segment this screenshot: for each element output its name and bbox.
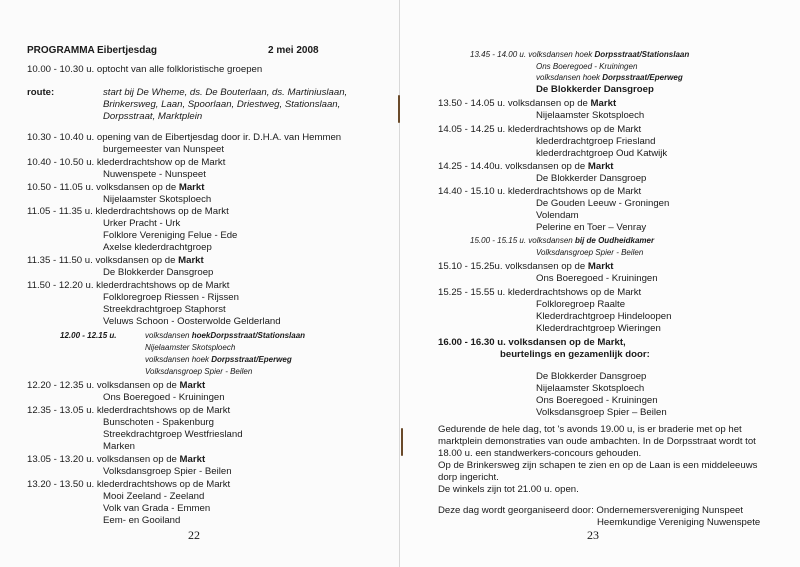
- left-schedule-line: start bij De Wheme, ds. De Bouterlaan, ds. Martiniuslaan,: [103, 87, 348, 98]
- left-schedule-line: Volksdansgroep Spier - Beilen: [145, 367, 253, 376]
- left-schedule-line: 10.00 - 10.30 u. optocht van alle folkloristische groepen: [27, 64, 263, 75]
- right-schedule-line: Ons Boeregoed - Kruiningen: [536, 62, 638, 71]
- left-schedule-line: Folkloregroep Riessen - Rijssen: [103, 292, 239, 303]
- staple-mark-bottom: [401, 428, 403, 456]
- right-schedule-line: [536, 72, 683, 84]
- left-schedule-line: Volk van Grada - Emmen: [103, 503, 211, 514]
- left-schedule-line: De Blokkerder Dansgroep: [103, 267, 214, 278]
- left-schedule-line: Axelse klederdrachtgroep: [103, 242, 212, 253]
- right-schedule-line: [438, 98, 616, 110]
- right-schedule-line: 15.25 - 15.55 u. klederdrachtshows op de Markt: [438, 287, 642, 298]
- right-schedule-line: De Blokkerder Dansgroep: [536, 371, 647, 382]
- left-schedule-line-text: 11.35 - 11.50 u. volksdansen op de: [27, 255, 179, 266]
- right-schedule-line: beurtelings en gezamenlijk door:: [500, 349, 650, 360]
- left-schedule-line: Bunschoten - Spakenburg: [103, 417, 214, 428]
- left-schedule-line: Ons Boeregoed - Kruiningen: [103, 392, 225, 403]
- right-schedule-line: De Blokkerder Dansgroep: [536, 84, 654, 95]
- event-name: Eibertjesdag: [97, 45, 158, 56]
- right-schedule-line: [438, 161, 613, 173]
- right-schedule-line: Volksdansgroep Spier – Beilen: [536, 407, 667, 418]
- left-schedule-line-text: 12.20 - 12.35 u. volksdansen op de: [27, 380, 180, 391]
- left-schedule-line: Volksdansgroep Spier - Beilen: [103, 466, 232, 477]
- right-schedule-line: 14.40 - 15.10 u. klederdrachtshows op de Markt: [438, 186, 642, 197]
- left-schedule-line: Streekdrachtgroep Westfriesland: [103, 429, 243, 440]
- left-schedule-line-location: Dorpsstraat/Eperweg: [211, 355, 292, 364]
- right-schedule-line: [470, 49, 689, 61]
- left-schedule-line-location: Markt: [179, 380, 206, 391]
- right-schedule-line-text: 14.25 - 14.40u. volksdansen op de: [438, 161, 588, 172]
- left-schedule-line: Brinkersweg, Laan, Spoorlaan, Driestweg, Stationslaan,: [103, 99, 341, 110]
- right-schedule-line: Nijelaamster Skotsploech: [536, 383, 645, 394]
- right-schedule-line-text: 15.10 - 15.25u. volksdansen op de: [438, 261, 588, 272]
- left-schedule-line-location: Markt: [178, 182, 205, 193]
- right-schedule-line: dorp ingericht.: [438, 472, 499, 483]
- left-schedule-line: Streekdrachtgroep Staphorst: [103, 304, 226, 315]
- right-schedule-line: Ons Boeregoed - Kruiningen: [536, 273, 658, 284]
- left-schedule-line-text: 10.50 - 11.05 u. volksdansen op de: [27, 182, 179, 193]
- left-schedule-line: 10.40 - 10.50 u. klederdrachtshow op de Markt: [27, 157, 226, 168]
- program-title: PROGRAMMA: [27, 45, 95, 56]
- left-schedule-line: 13.20 - 13.50 u. klederdrachtshows op de Markt: [27, 479, 231, 490]
- left-schedule-line-location: hoekDorpsstraat/Stationslaan: [191, 331, 306, 340]
- event-date: 2 mei 2008: [268, 45, 319, 56]
- right-schedule-line-text: 15.00 - 15.15 u. volksdansen: [470, 236, 575, 245]
- right-schedule-line: Gedurende de hele dag, tot 's avonds 19.00 u, is er braderie met op het: [438, 424, 742, 435]
- right-schedule-line: Deze dag wordt georganiseerd door: Ondernemersvereniging Nunspeet: [438, 505, 744, 516]
- right-schedule-line-text: 13.50 - 14.05 u. volksdansen op de: [438, 98, 591, 109]
- left-schedule-line: Dorpsstraat, Marktplein: [103, 111, 203, 122]
- left-schedule-line: 11.05 - 11.35 u. klederdrachtshows op de Markt: [27, 206, 229, 217]
- left-schedule-line: route:: [27, 87, 55, 98]
- left-schedule-line: [27, 454, 205, 466]
- right-schedule-line: klederdrachtgroep Friesland: [536, 136, 656, 147]
- left-schedule-line-text: volksdansen: [145, 331, 192, 340]
- right-schedule-line-text: 13.45 - 14.00 u. volksdansen hoek: [470, 50, 595, 59]
- left-schedule-line: [27, 380, 205, 392]
- left-schedule-line: Urker Pracht - Urk: [103, 218, 181, 229]
- right-schedule-line: 16.00 - 16.30 u. volksdansen op de Markt,: [438, 337, 626, 348]
- left-schedule-line-location: Markt: [178, 255, 204, 266]
- left-schedule-line-text: 13.05 - 13.20 u. volksdansen op de: [27, 454, 180, 465]
- right-schedule-line: Volendam: [536, 210, 579, 221]
- right-schedule-line-location: Markt: [587, 161, 614, 172]
- right-schedule-line-location: Dorpsstraat/Stationslaan: [594, 50, 690, 59]
- right-schedule-line: Pelerine en Toer – Venray: [536, 222, 647, 233]
- right-schedule-line: Volksdansgroep Spier - Beilen: [536, 248, 644, 257]
- left-schedule-line: 12.35 - 13.05 u. klederdrachtshows op de Markt: [27, 405, 231, 416]
- right-schedule-line: De Gouden Leeuw - Groningen: [536, 198, 670, 209]
- right-page: [400, 0, 800, 567]
- right-schedule-line: Heemkundige Vereniging Nuwenspete: [597, 517, 761, 528]
- left-schedule-line: Veluws Schoon - Oosterwolde Gelderland: [103, 316, 281, 327]
- right-schedule-line-location: Dorpsstraat/Eperweg: [602, 73, 683, 82]
- right-schedule-line-location: Markt: [590, 98, 617, 109]
- right-schedule-line: Ons Boeregoed - Kruiningen: [536, 395, 658, 406]
- right-schedule-line: [470, 235, 654, 247]
- left-schedule-line: Nijelaamster Skotsploech: [103, 194, 212, 205]
- left-schedule-line: [27, 182, 204, 194]
- staple-mark-top: [398, 95, 400, 123]
- right-schedule-line: De Blokkerder Dansgroep: [536, 173, 647, 184]
- right-schedule-line: [438, 261, 613, 273]
- left-schedule-line: 12.00 - 12.15 u.: [60, 331, 117, 340]
- right-schedule-line: Klederdrachtgroep Wieringen: [536, 323, 661, 334]
- left-schedule-line: 10.30 - 10.40 u. opening van de Eibertjesdag door ir. D.H.A. van Hemmen: [27, 132, 342, 143]
- right-schedule-line-location: Markt: [587, 261, 614, 272]
- right-schedule-line-text: volksdansen hoek: [536, 73, 603, 82]
- right-schedule-line: Nijelaamster Skotsploech: [536, 110, 645, 121]
- right-schedule-line: 14.05 - 14.25 u. klederdrachtshows op de Markt: [438, 124, 642, 135]
- right-schedule-line-location: bij de Oudheidkamer: [574, 236, 655, 245]
- right-schedule-line: Op de Brinkersweg zijn schapen te zien en op de Laan is een middeleeuws: [438, 460, 758, 471]
- right-schedule-line: marktplein demonstraties van oude ambachten. In de Dorpsstraat wordt tot: [438, 436, 756, 447]
- left-schedule-line: Marken: [103, 441, 135, 452]
- left-schedule-line-location: Markt: [179, 454, 206, 465]
- left-schedule-line-text: volksdansen hoek: [145, 355, 212, 364]
- left-schedule-line: [145, 330, 305, 342]
- left-schedule-line: burgemeester van Nunspeet: [103, 144, 225, 155]
- left-schedule-line: [145, 354, 292, 366]
- left-schedule-line: [27, 255, 204, 267]
- right-schedule-line: Folkloregroep Raalte: [536, 299, 626, 310]
- right-schedule-line: De winkels zijn tot 21.00 u. open.: [438, 484, 579, 495]
- left-schedule-line: Eem- en Gooiland: [103, 515, 181, 526]
- right-schedule-line: 18.00 u. een standwerkers-concours gehouden.: [438, 448, 642, 459]
- page-number-right: 23: [587, 528, 599, 542]
- page-number-left: 22: [188, 528, 200, 542]
- left-schedule-line: 11.50 - 12.20 u. klederdrachtshows op de Markt: [27, 280, 230, 291]
- left-schedule-line: Nuwenspete - Nunspeet: [103, 169, 206, 180]
- right-schedule-line: Klederdrachtgroep Hindeloopen: [536, 311, 672, 322]
- left-schedule-line: Nijelaamster Skotsploech: [145, 343, 236, 352]
- left-schedule-line: Mooi Zeeland - Zeeland: [103, 491, 205, 502]
- right-schedule-line: klederdrachtgroep Oud Katwijk: [536, 148, 668, 159]
- left-schedule-line: Folklore Vereniging Felue - Ede: [103, 230, 238, 241]
